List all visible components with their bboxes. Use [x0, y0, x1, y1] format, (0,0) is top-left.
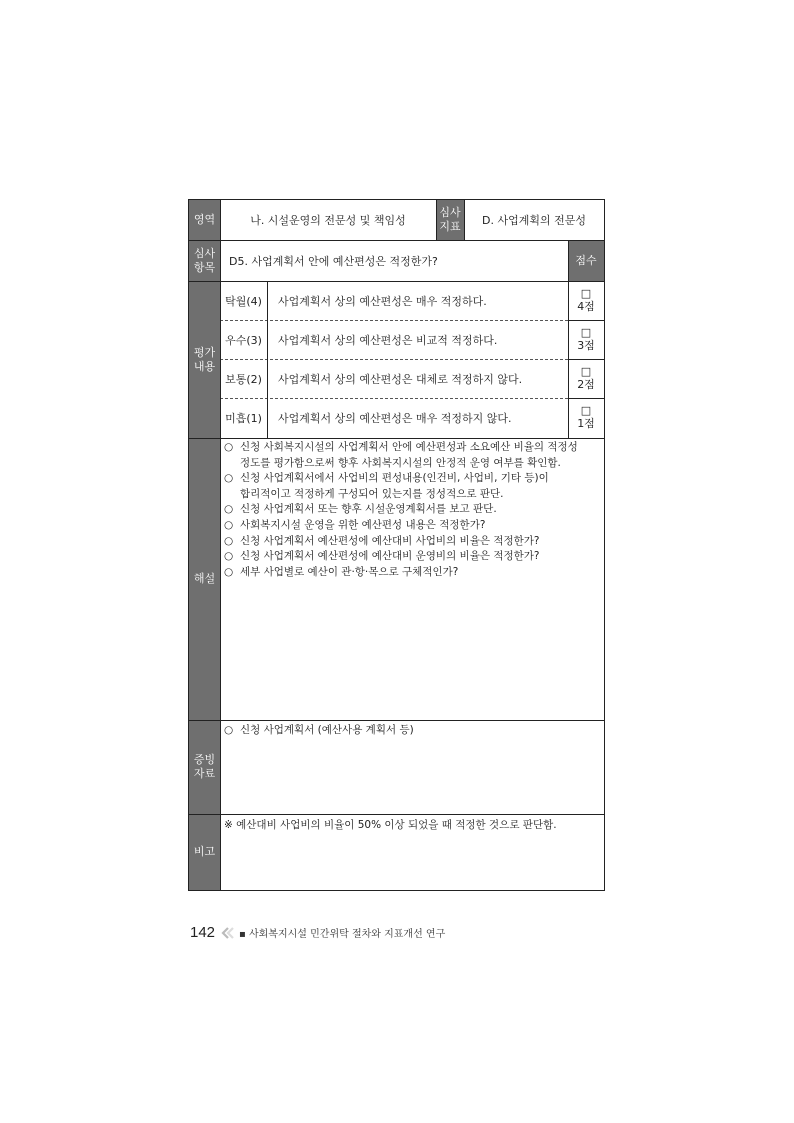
grade-excellent: 탁월(4): [225, 294, 262, 308]
indicator-value-cell: [464, 200, 604, 240]
explanation-text: 신청 사회복지시설의 사업계획서 안에 예산편성과 소요예산 비율의 적정성 정도를 평가함으로써 향후 사회복지시설의 안정적 운영 여부를 확인함.: [240, 441, 578, 469]
criteria-cell: [267, 398, 568, 438]
score-cell: [568, 398, 604, 438]
score-points: 4점: [577, 299, 595, 313]
criteria-cell: [267, 359, 568, 398]
remarks-label-cell: [189, 814, 220, 890]
explanation-text: 신청 사업계획서 예산편성에 예산대비 사업비의 비율은 적정한가?: [240, 534, 540, 547]
evidence-body: [220, 720, 604, 814]
bullet-icon: ○: [224, 441, 234, 453]
page-footer: [190, 924, 445, 941]
score-label-cell: [568, 240, 604, 281]
area-label: 영역: [193, 213, 216, 226]
explanation-body: [220, 438, 604, 720]
explanation-label: 해설: [193, 572, 216, 585]
row-divider-dashed: [220, 359, 568, 360]
row-divider: [189, 720, 604, 721]
evaluation-label: 평가 내용: [193, 345, 216, 373]
criteria-text: 사업계획서 상의 예산편성은 비교적 적정하다.: [278, 333, 498, 347]
grade-poor: 미흡(1): [225, 412, 262, 425]
explanation-item: [224, 549, 604, 565]
explanation-label-cell: [189, 438, 220, 720]
bullet-icon: ○: [224, 565, 234, 578]
row-divider: [568, 359, 604, 360]
grade-cell: [220, 398, 267, 438]
bullet-icon: ○: [224, 550, 234, 563]
explanation-text: 세부 사업별로 예산이 관·항·목으로 구체적인가?: [240, 565, 459, 578]
evidence-label-cell: [189, 720, 220, 814]
row-divider: [568, 398, 604, 399]
explanation-item: [224, 440, 604, 471]
explanation-text: 신청 사업계획서에서 사업비의 편성내용(인건비, 사업비, 기타 등)이 합리적이고 적정하게 구성되어 있는지를 정성적으로 판단.: [240, 472, 549, 500]
score-cell: [568, 281, 604, 320]
score-checkbox[interactable]: □: [580, 325, 592, 339]
indicator-label: 심사 지표: [439, 206, 461, 233]
score-points: 2점: [577, 377, 595, 391]
criteria-text: 사업계획서 상의 예산편성은 매우 적정하다.: [278, 294, 487, 308]
area-label-cell: [189, 200, 220, 240]
double-chevron-icon: [221, 926, 235, 940]
explanation-item: [224, 471, 604, 502]
review-item-label: 심사 항목: [193, 246, 216, 274]
area-value-cell: [220, 200, 436, 240]
column-divider: [436, 200, 437, 240]
score-cell: [568, 320, 604, 359]
explanation-item: [224, 534, 604, 550]
grade-average: 보통(2): [225, 372, 262, 386]
review-question: D5. 사업계획서 안에 예산편성은 적정한가?: [229, 254, 438, 268]
row-divider: [189, 814, 604, 815]
row-divider: [189, 281, 604, 282]
explanation-item: [224, 565, 604, 581]
evidence-item: [224, 723, 604, 739]
review-item-label-cell: [189, 240, 220, 281]
score-checkbox[interactable]: □: [580, 286, 592, 300]
criteria-cell: [267, 320, 568, 359]
column-divider: [464, 200, 465, 240]
evidence-text: 신청 사업계획서 (예산사용 계획서 등): [240, 724, 414, 736]
running-title: ▪ 사회복지시설 민간위탁 절차와 지표개선 연구: [239, 929, 446, 940]
remarks-text: ※ 예산대비 사업비의 비율이 50% 이상 되었을 때 적정한 것으로 판단함.: [224, 819, 557, 831]
grade-cell: [220, 320, 267, 359]
evidence-label: 증빙 자료: [193, 753, 216, 780]
row-divider: [568, 320, 604, 321]
explanation-item: [224, 518, 604, 534]
explanation-text: 사회복지시설 운영을 위한 예산편성 내용은 적정한가?: [240, 518, 486, 531]
bullet-icon: ○: [224, 503, 234, 516]
page-number: 142: [190, 924, 216, 941]
score-cell: [568, 359, 604, 398]
grade-cell: [220, 359, 267, 398]
criteria-cell: [267, 281, 568, 320]
score-points: 1점: [577, 417, 595, 430]
explanation-text: 신청 사업계획서 또는 향후 시설운영계획서를 보고 판단.: [240, 503, 497, 516]
score-label: 점수: [575, 253, 597, 267]
remarks-body: [220, 814, 604, 890]
indicator-label-cell: [436, 200, 464, 240]
row-divider: [189, 240, 604, 241]
criteria-text: 사업계획서 상의 예산편성은 대체로 적정하지 않다.: [278, 372, 523, 386]
explanation-text: 신청 사업계획서 예산편성에 예산대비 운영비의 비율은 적정한가?: [240, 550, 540, 563]
grade-good: 우수(3): [225, 333, 262, 347]
bullet-icon: ○: [224, 518, 234, 531]
remarks-label: 비고: [193, 845, 216, 858]
evaluation-form: [188, 199, 605, 891]
score-points: 3점: [577, 338, 595, 352]
column-divider: [267, 281, 268, 438]
score-checkbox[interactable]: □: [580, 404, 592, 417]
bullet-icon: ○: [224, 724, 234, 736]
bullet-icon: ○: [224, 472, 234, 485]
indicator-value: D. 사업계획의 전문성: [482, 214, 586, 227]
criteria-text: 사업계획서 상의 예산편성은 매우 적정하지 않다.: [278, 412, 512, 425]
review-question-cell: [220, 240, 568, 281]
area-value: 나. 시설운영의 전문성 및 책임성: [250, 214, 406, 227]
grade-cell: [220, 281, 267, 320]
score-checkbox[interactable]: □: [580, 364, 592, 378]
column-divider: [568, 240, 569, 438]
row-divider-dashed: [220, 320, 568, 321]
explanation-item: [224, 502, 604, 518]
column-divider: [220, 200, 221, 890]
bullet-icon: ○: [224, 534, 234, 547]
row-divider-dashed: [220, 398, 568, 399]
evaluation-label-cell: [189, 281, 220, 438]
row-divider: [189, 438, 604, 439]
